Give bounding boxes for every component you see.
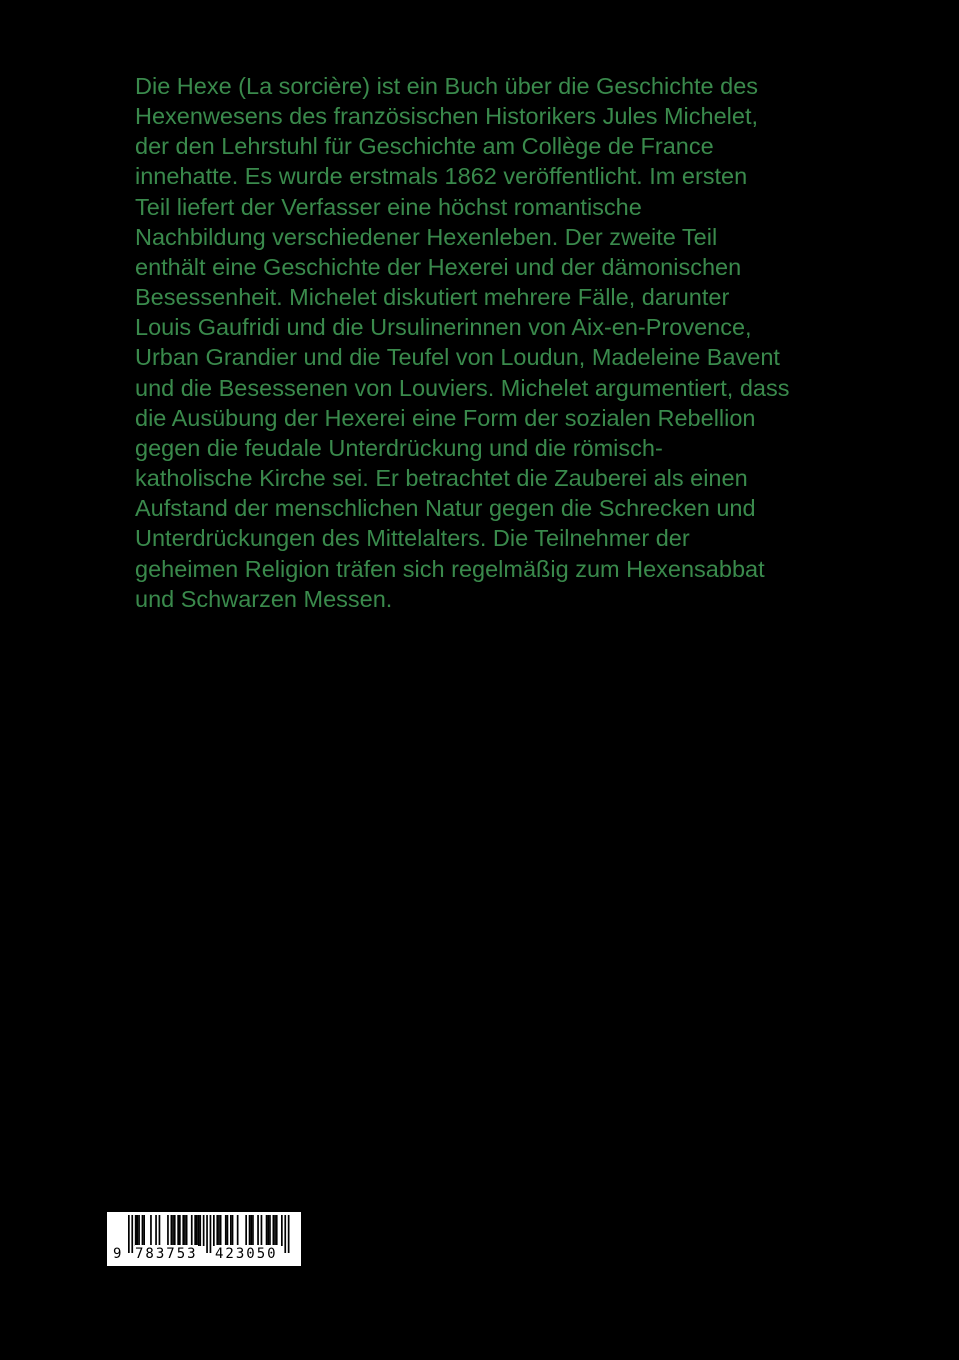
barcode-bar (203, 1215, 205, 1246)
barcode-bar (230, 1215, 232, 1246)
barcode-bar (143, 1215, 145, 1246)
barcode-bar (281, 1215, 283, 1246)
barcode-digits (107, 1245, 301, 1265)
barcode-bar (167, 1215, 169, 1246)
barcode-bar (232, 1215, 234, 1246)
barcode-bar (266, 1215, 268, 1246)
barcode-right-group: 423050 (215, 1246, 278, 1262)
barcode-bar (257, 1215, 259, 1246)
barcode-bar (196, 1215, 198, 1246)
blurb-line: gegen die feudale Unterdrückung und die römisch- (135, 434, 663, 461)
barcode-first-digit: 9 (113, 1246, 124, 1262)
barcode-bar (249, 1215, 251, 1246)
barcode-bar (182, 1215, 184, 1246)
barcode-bar (274, 1215, 276, 1246)
barcode-bar (174, 1215, 176, 1246)
blurb-line: enthält eine Geschichte der Hexerei und der dämonischen (135, 253, 742, 280)
barcode-bar (250, 1215, 252, 1246)
blurb-line: katholische Kirche sei. Er betrachtet die Zauberei als einen (135, 465, 748, 492)
blurb-line: und die Besessenen von Louviers. Michelet argumentiert, dass (135, 374, 790, 401)
blurb-line: innehatte. Es wurde erstmals 1862 veröffentlicht. Im ersten (135, 163, 748, 190)
blurb-line: Aufstand der menschlichen Natur gegen die Schrecken und (135, 495, 756, 522)
barcode-bar (261, 1215, 263, 1246)
blurb-line: Hexenwesens des französischen Historikers Jules Michelet, (135, 103, 759, 130)
blurb-line: der den Lehrstuhl für Geschichte am Collège de France (135, 133, 714, 160)
cover-blurb (135, 71, 825, 614)
barcode-bar (135, 1215, 137, 1246)
barcode-bar (252, 1215, 254, 1246)
barcode-bar (276, 1215, 278, 1246)
blurb-line: geheimen Religion träfen sich regelmäßig zum Hexensabbat (135, 555, 765, 582)
barcode-bar (159, 1215, 161, 1246)
isbn-barcode (107, 1212, 301, 1266)
barcode-bar (155, 1215, 157, 1246)
barcode-bar (220, 1215, 222, 1246)
barcode-bar (184, 1215, 186, 1246)
blurb-line: die Ausübung der Hexerei eine Form der sozialen Rebellion (135, 404, 756, 431)
barcode-bar (198, 1215, 200, 1246)
barcode-bar (150, 1215, 152, 1246)
blurb-line: Louis Gaufridi und die Ursulinerinnen von Aix-en-Provence, (135, 314, 752, 341)
barcode-bar (273, 1215, 275, 1246)
blurb-line: Unterdrückungen des Mittelalters. Die Teilnehmer der (135, 525, 690, 552)
barcode-bar (269, 1215, 271, 1246)
barcode-bar (172, 1215, 174, 1246)
barcode-bar (225, 1215, 227, 1246)
barcode-bar (137, 1215, 139, 1246)
blurb-line: und Schwarzen Messen. (135, 585, 393, 612)
barcode-bar (171, 1215, 173, 1246)
barcode-bar (213, 1215, 215, 1246)
barcode-bar (237, 1215, 239, 1246)
barcode-left-group: 783753 (135, 1246, 198, 1262)
barcode-bar (177, 1215, 179, 1246)
blurb-line: Urban Grandier und die Teufel von Loudun, Madeleine Bavent (135, 344, 780, 371)
barcode-bar (199, 1215, 201, 1246)
barcode-bar (227, 1215, 229, 1246)
barcode-bar (191, 1215, 193, 1246)
blurb-line: Nachbildung verschiedener Hexenleben. Der zweite Teil (135, 223, 718, 250)
barcode-bar (186, 1215, 188, 1246)
barcode-bar (267, 1215, 269, 1246)
barcode-bar (194, 1215, 196, 1246)
barcode-bar (142, 1215, 144, 1246)
blurb-line: Die Hexe (La sorcière) ist ein Buch über die Geschichte des (135, 73, 759, 99)
barcode-bar (245, 1215, 247, 1246)
barcode-bar (218, 1215, 220, 1246)
barcode-bar (138, 1215, 140, 1246)
barcode-bar (179, 1215, 181, 1246)
barcode-bar (216, 1215, 218, 1246)
blurb-line: Teil liefert der Verfasser eine höchst romantische (135, 193, 642, 220)
blurb-line: Besessenheit. Michelet diskutiert mehrere Fälle, darunter (135, 284, 730, 311)
